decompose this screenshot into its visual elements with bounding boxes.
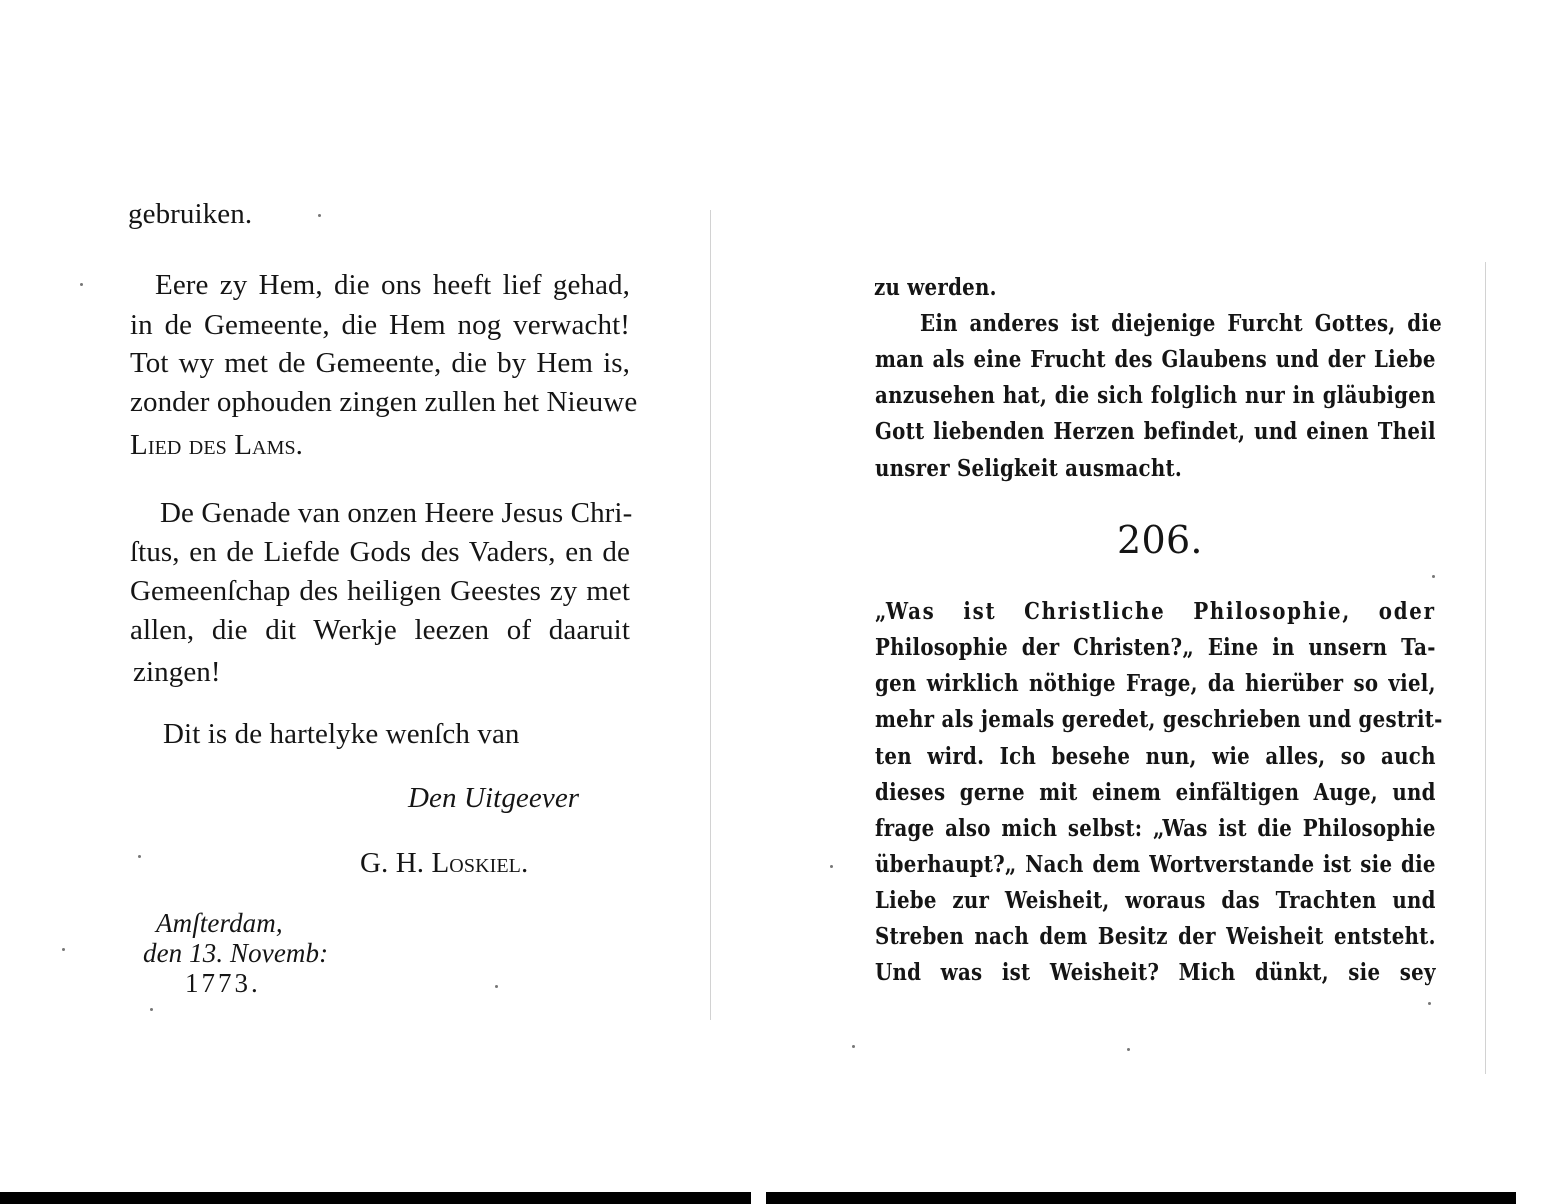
date-line: den 13. Novemb: (143, 938, 329, 968)
speck (62, 948, 65, 951)
publisher-label: Den Uitgeever (408, 782, 580, 814)
text-line: Philosophie der Christen?„ Eine in unsern Ta- (875, 634, 1436, 661)
text-line: gebruiken. (128, 198, 253, 230)
bottom-bar-right (766, 1192, 1516, 1204)
text-line: „Was ist Christliche Philosophie, oder (875, 598, 1436, 625)
text-line: ten wird. Ich besehe nun, wie alles, so auch (875, 743, 1436, 770)
text-line: zingen! (133, 656, 221, 688)
text-line: Liebe zur Weisheit, woraus das Trachten und (875, 887, 1436, 914)
text-line: De Genade van onzen Heere Jesus Chri- (160, 497, 633, 529)
speck (1127, 1048, 1130, 1051)
text-line: anzusehen hat, die sich folglich nur in gläubigen (875, 382, 1436, 409)
section-number: 206. (1117, 518, 1203, 562)
text-line: Streben nach dem Besitz der Weisheit entsteht. (875, 923, 1436, 950)
speck (852, 1045, 855, 1048)
text-line: Eere zy Hem, die ons heeft lief gehad, (155, 269, 630, 301)
text-line: gen wirklich nöthige Frage, da hierüber so viel, (875, 670, 1436, 697)
text-line: in de Gemeente, die Hem nog verwacht! (130, 309, 630, 341)
text-line: Ein anderes ist diejenige Furcht Gottes, die (920, 310, 1443, 337)
text-line: Tot wy met de Gemeente, die by Hem is, (130, 347, 630, 379)
text-line: zu werden. (874, 274, 997, 301)
speck (830, 865, 833, 868)
bottom-bar-left (0, 1192, 751, 1204)
right-page (752, 0, 1544, 1204)
page-edge (710, 210, 711, 1020)
text-line: Dit is de hartelyke wenſch van (163, 718, 520, 750)
text-line: zonder ophouden zingen zullen het Nieuwe (130, 386, 638, 418)
speck (318, 214, 321, 217)
text-line: Und was ist Weisheit? Mich dünkt, sie sey (875, 959, 1436, 986)
text-line: überhaupt?„ Nach dem Wortverstande ist sie die (875, 851, 1436, 878)
text-line: Lied des Lams. (130, 429, 304, 461)
year-line: 1773. (185, 968, 261, 998)
place-line: Amſterdam, (156, 908, 283, 938)
page-edge (1485, 262, 1486, 1074)
text-line: dieses gerne mit einem einfältigen Auge, und (875, 779, 1436, 806)
text-line: unsrer Seligkeit ausmacht. (875, 455, 1183, 482)
speck (495, 985, 498, 988)
text-line: mehr als jemals geredet, geschrieben und gestrit- (875, 706, 1443, 733)
signature: G. H. Loskiel. (360, 847, 529, 879)
text-line: allen, die dit Werkje leezen of daaruit (130, 614, 630, 646)
speck (80, 283, 83, 286)
left-page (0, 0, 752, 1204)
speck (1432, 575, 1435, 578)
text-line: Gott liebenden Herzen befindet, und einen Theil (875, 418, 1436, 445)
text-line: Gemeenſchap des heiligen Geestes zy met (130, 575, 630, 607)
text-line: ſtus, en de Liefde Gods des Vaders, en de (130, 536, 630, 568)
speck (150, 1008, 153, 1011)
text-line: frage also mich selbst: „Was ist die Philosophie (875, 815, 1436, 842)
speck (1428, 1002, 1431, 1005)
text-line: man als eine Frucht des Glaubens und der Liebe (875, 346, 1436, 373)
speck (138, 855, 141, 858)
